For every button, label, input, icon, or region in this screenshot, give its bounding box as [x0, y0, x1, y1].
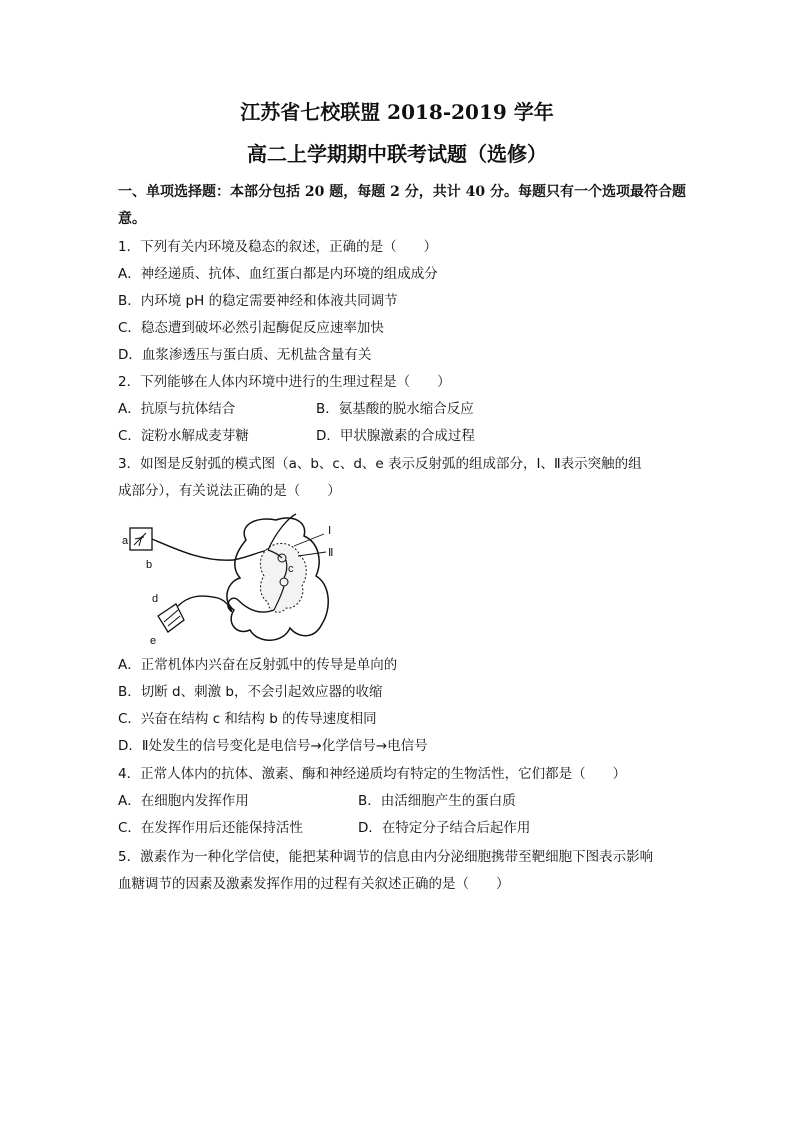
label-d: d — [152, 593, 159, 605]
question-1-option-b: B．内环境 pH 的稳定需要神经和体液共同调节 — [118, 293, 398, 309]
question-2-option-b: B．氨基酸的脱水缩合反应 — [316, 401, 474, 417]
question-5-stem-continued: 血糖调节的因素及激素发挥作用的过程有关叙述正确的是（ ） — [118, 876, 510, 892]
label-b: b — [146, 559, 153, 571]
question-2-option-c: C．淀粉水解成麦芽糖 — [118, 428, 249, 444]
effector-endings — [164, 610, 180, 626]
question-3-option-d: D．Ⅱ处发生的信号变化是电信号→化学信号→电信号 — [118, 738, 428, 754]
question-1-option-a: A．神经递质、抗体、血红蛋白都是内环境的组成成分 — [118, 266, 438, 282]
question-3-option-a: A．正常机体内兴奋在反射弧中的传导是单向的 — [118, 657, 398, 673]
question-2-option-d: D．甲状腺激素的合成过程 — [316, 428, 475, 444]
question-4-option-d: D．在特定分子结合后起作用 — [358, 820, 531, 836]
question-4-stem: 4．正常人体内的抗体、激素、酶和神经递质均有特定的生物活性，它们都是（ ） — [118, 766, 627, 782]
question-4-option-c: C．在发挥作用后还能保持活性 — [118, 820, 303, 836]
label-synapse-ii: Ⅱ — [328, 547, 334, 559]
question-2-option-a: A．抗原与抗体结合 — [118, 401, 236, 417]
pointer-line-i — [294, 534, 324, 546]
efferent-nerve — [178, 596, 274, 612]
question-5-stem: 5．激素作为一种化学信使，能把某种调节的信息由内分泌细胞携带至靶细胞下图表示影响 — [118, 849, 654, 865]
question-1-stem: 1．下列有关内环境及稳态的叙述，正确的是（ ） — [118, 239, 438, 255]
receptor-endings — [134, 533, 146, 546]
effector-box — [158, 604, 184, 632]
label-c: c — [288, 563, 294, 575]
question-3-option-b: B．切断 d、刺激 b，不会引起效应器的收缩 — [118, 684, 383, 700]
question-4-option-b: B．由活细胞产生的蛋白质 — [358, 793, 516, 809]
section-heading: 一、单项选择题：本部分包括 20 题，每题 2 分，共计 40 分。每题只有一个选项最符合题 — [118, 184, 686, 200]
question-4-option-a: A．在细胞内发挥作用 — [118, 793, 249, 809]
afferent-nerve — [152, 539, 268, 560]
page-subtitle: 高二上学期期中联考试题（选修） — [247, 142, 547, 166]
label-a: a — [122, 535, 129, 547]
question-3-stem: 3．如图是反射弧的模式图（a、b、c、d、e 表示反射弧的组成部分，Ⅰ、Ⅱ表示突触的组 — [118, 456, 642, 472]
section-heading-continued: 意。 — [118, 211, 146, 227]
page-title: 江苏省七校联盟 2018-2019 学年 — [240, 100, 554, 124]
question-3-stem-continued: 成部分），有关说法正确的是（ ） — [118, 483, 341, 499]
pointer-line-ii — [298, 552, 326, 556]
reflex-arc-diagram — [118, 512, 353, 650]
question-3-option-c: C．兴奋在结构 c 和结构 b 的传导速度相同 — [118, 711, 377, 727]
question-2-stem: 2．下列能够在人体内环境中进行的生理过程是（ ） — [118, 374, 451, 390]
label-synapse-i: Ⅰ — [328, 525, 332, 537]
question-1-option-d: D．血浆渗透压与蛋白质、无机盐含量有关 — [118, 347, 372, 363]
question-1-option-c: C．稳态遭到破坏必然引起酶促反应速率加快 — [118, 320, 384, 336]
label-e: e — [150, 635, 157, 647]
